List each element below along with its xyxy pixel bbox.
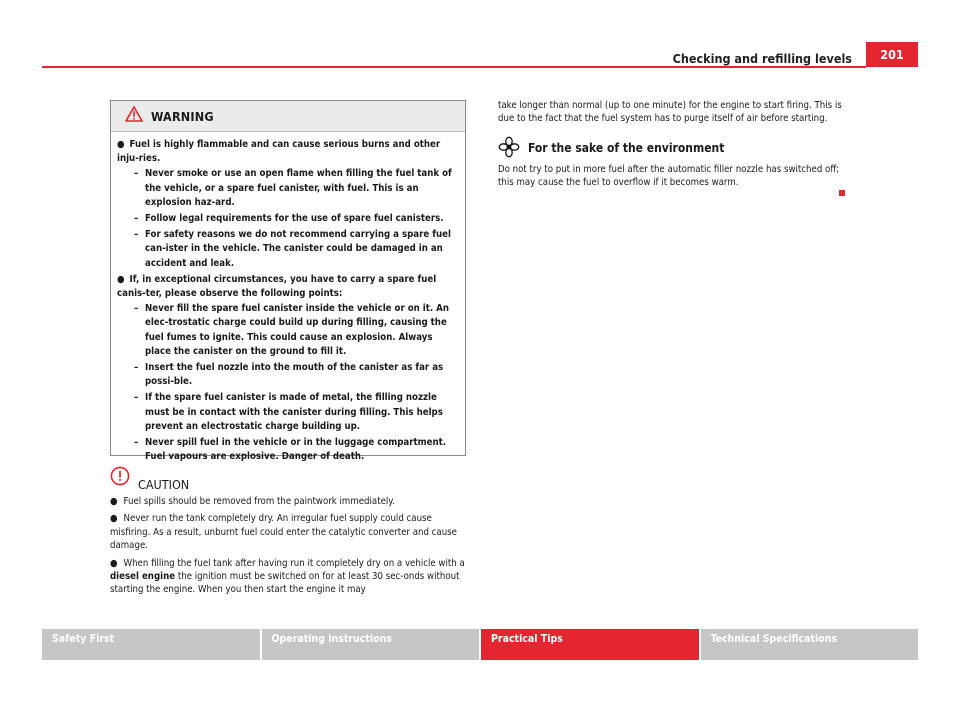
tab-safety-first[interactable]: Safety First: [42, 629, 260, 660]
caution-item-text: the ignition must be switched on for at least 30 sec-onds without starting the engine. When you then start the engine it may: [110, 571, 460, 596]
warning-dash-text: Never smoke or use an open flame when filling the fuel tank of the vehicle, or a spare fuel canister, with fuel. This is an explosion haz-ard.: [145, 168, 452, 208]
warning-dash-item: – Never fill the spare fuel canister inside the vehicle or on it. An elec-trostatic charge could build up during filling, causing the fuel fumes to ignite. This could cause an explosion. Always place the canister on the ground to fill it.: [134, 303, 449, 357]
caution-item: ● Never run the tank completely dry. An irregular fuel supply could cause misfiring. As a result, unburnt fuel could enter the catalytic converter and cause damage.: [110, 513, 457, 552]
flower-icon: [498, 136, 520, 162]
warning-box: [110, 100, 466, 463]
environment-text: Do not try to put in more fuel after the automatic filler nozzle has switched off; this may cause the fuel to overflow if it becomes warm.: [498, 163, 840, 189]
right-column: [498, 99, 848, 190]
warning-header: [111, 101, 465, 132]
warning-dash-item: – Never spill fuel in the vehicle or in the luggage compartment. Fuel vapours are explosive. Danger of death.: [134, 437, 447, 463]
warning-dash-item: – Follow legal requirements for the use of spare fuel canisters.: [134, 213, 444, 225]
environment-title: For the sake of the environment: [528, 141, 725, 156]
warning-bullet: ● If, in exceptional circumstances, you have to carry a spare fuel canis-ter, please observe the following points:: [117, 273, 437, 300]
warning-bullet: ● Fuel is highly flammable and can cause serious burns and other inju-ries.: [117, 139, 441, 165]
warning-dash-text: Insert the fuel nozzle into the mouth of the canister as far as possi-ble.: [145, 362, 444, 388]
caution-item-text: Fuel spills should be removed from the paintwork immediately.: [123, 496, 395, 507]
tab-operating-instructions[interactable]: Operating instructions: [262, 629, 480, 660]
warning-dash-text: For safety reasons we do not recommend carrying a spare fuel can-ister in the vehicle. The canister could be damaged in an accident and leak.: [145, 229, 451, 269]
exclamation-circle-icon: [110, 466, 130, 490]
warning-dash-item: – Never smoke or use an open flame when filling the fuel tank of the vehicle, or a spare fuel canister, with fuel. This is an explosion haz-ard.: [134, 168, 452, 208]
caution-item: ● Fuel spills should be removed from the paintwork immediately.: [110, 496, 395, 507]
warning-dash-item: – For safety reasons we do not recommend carrying a spare fuel can-ister in the vehicle. The canister could be damaged in an accident and leak.: [134, 229, 451, 269]
warning-bullet-text: Fuel is highly flammable and can cause serious burns and other inju-ries.: [117, 139, 441, 165]
warning-dash-item: – If the spare fuel canister is made of metal, the filling nozzle must be in contact with the canister during filling. This helps prevent an electrostatic charge building up.: [134, 392, 443, 432]
header-rule: [42, 66, 866, 68]
environment-header: [498, 137, 848, 161]
warning-dash-text: Never fill the spare fuel canister inside the vehicle or on it. An elec-trostatic charge could build up during filling, causing the fuel fumes to ignite. This could cause an explosion. Always place the canister on the ground to fill it.: [145, 303, 449, 357]
caution-title: CAUTION: [138, 477, 190, 492]
caution-item: ● When filling the fuel tank after having run it completely dry on a vehicle with a diesel engine the ignition must be switched on for at least 30 sec-onds without starting the engine. When you then start the engine it may: [110, 557, 465, 596]
caution-body: [110, 495, 466, 597]
caution-header: [110, 468, 466, 490]
warning-bullet-text: If, in exceptional circumstances, you have to carry a spare fuel canis-ter, please observe the following points:: [117, 273, 437, 300]
section-end-marker: [839, 190, 845, 196]
caution-emphasis: diesel engine: [110, 571, 176, 583]
continued-paragraph: take longer than normal (up to one minute) for the engine to start firing. This is due to the fact that the fuel system has to purge itself of air before starting.: [498, 100, 842, 125]
warning-dash-text: Never spill fuel in the vehicle or in the luggage compartment. Fuel vapours are explosive. Danger of death.: [145, 437, 447, 463]
tab-technical-specifications[interactable]: Technical Specifications: [701, 629, 919, 660]
warning-title: WARNING: [151, 108, 214, 124]
caution-item-text: Never run the tank completely dry. An irregular fuel supply could cause misfiring. As a result, unburnt fuel could enter the catalytic converter and cause damage.: [110, 513, 457, 552]
section-title: Checking and refilling levels: [672, 51, 852, 66]
warning-dash-item: – Insert the fuel nozzle into the mouth of the canister as far as possi-ble.: [134, 362, 444, 388]
tab-practical-tips[interactable]: Practical Tips: [481, 629, 699, 660]
footer-nav: [42, 629, 918, 660]
warning-body: [111, 132, 465, 464]
caution-item-text: When filling the fuel tank after having run it completely dry on a vehicle with a: [123, 557, 465, 569]
warning-dash-text: If the spare fuel canister is made of metal, the filling nozzle must be in contact with the canister during filling. This helps prevent an electrostatic charge building up.: [145, 392, 443, 432]
caution-section: [110, 468, 466, 601]
warning-dash-text: Follow legal requirements for the use of spare fuel canisters.: [145, 213, 444, 225]
page-number: 201: [866, 42, 918, 67]
warning-triangle-icon: [125, 106, 143, 126]
